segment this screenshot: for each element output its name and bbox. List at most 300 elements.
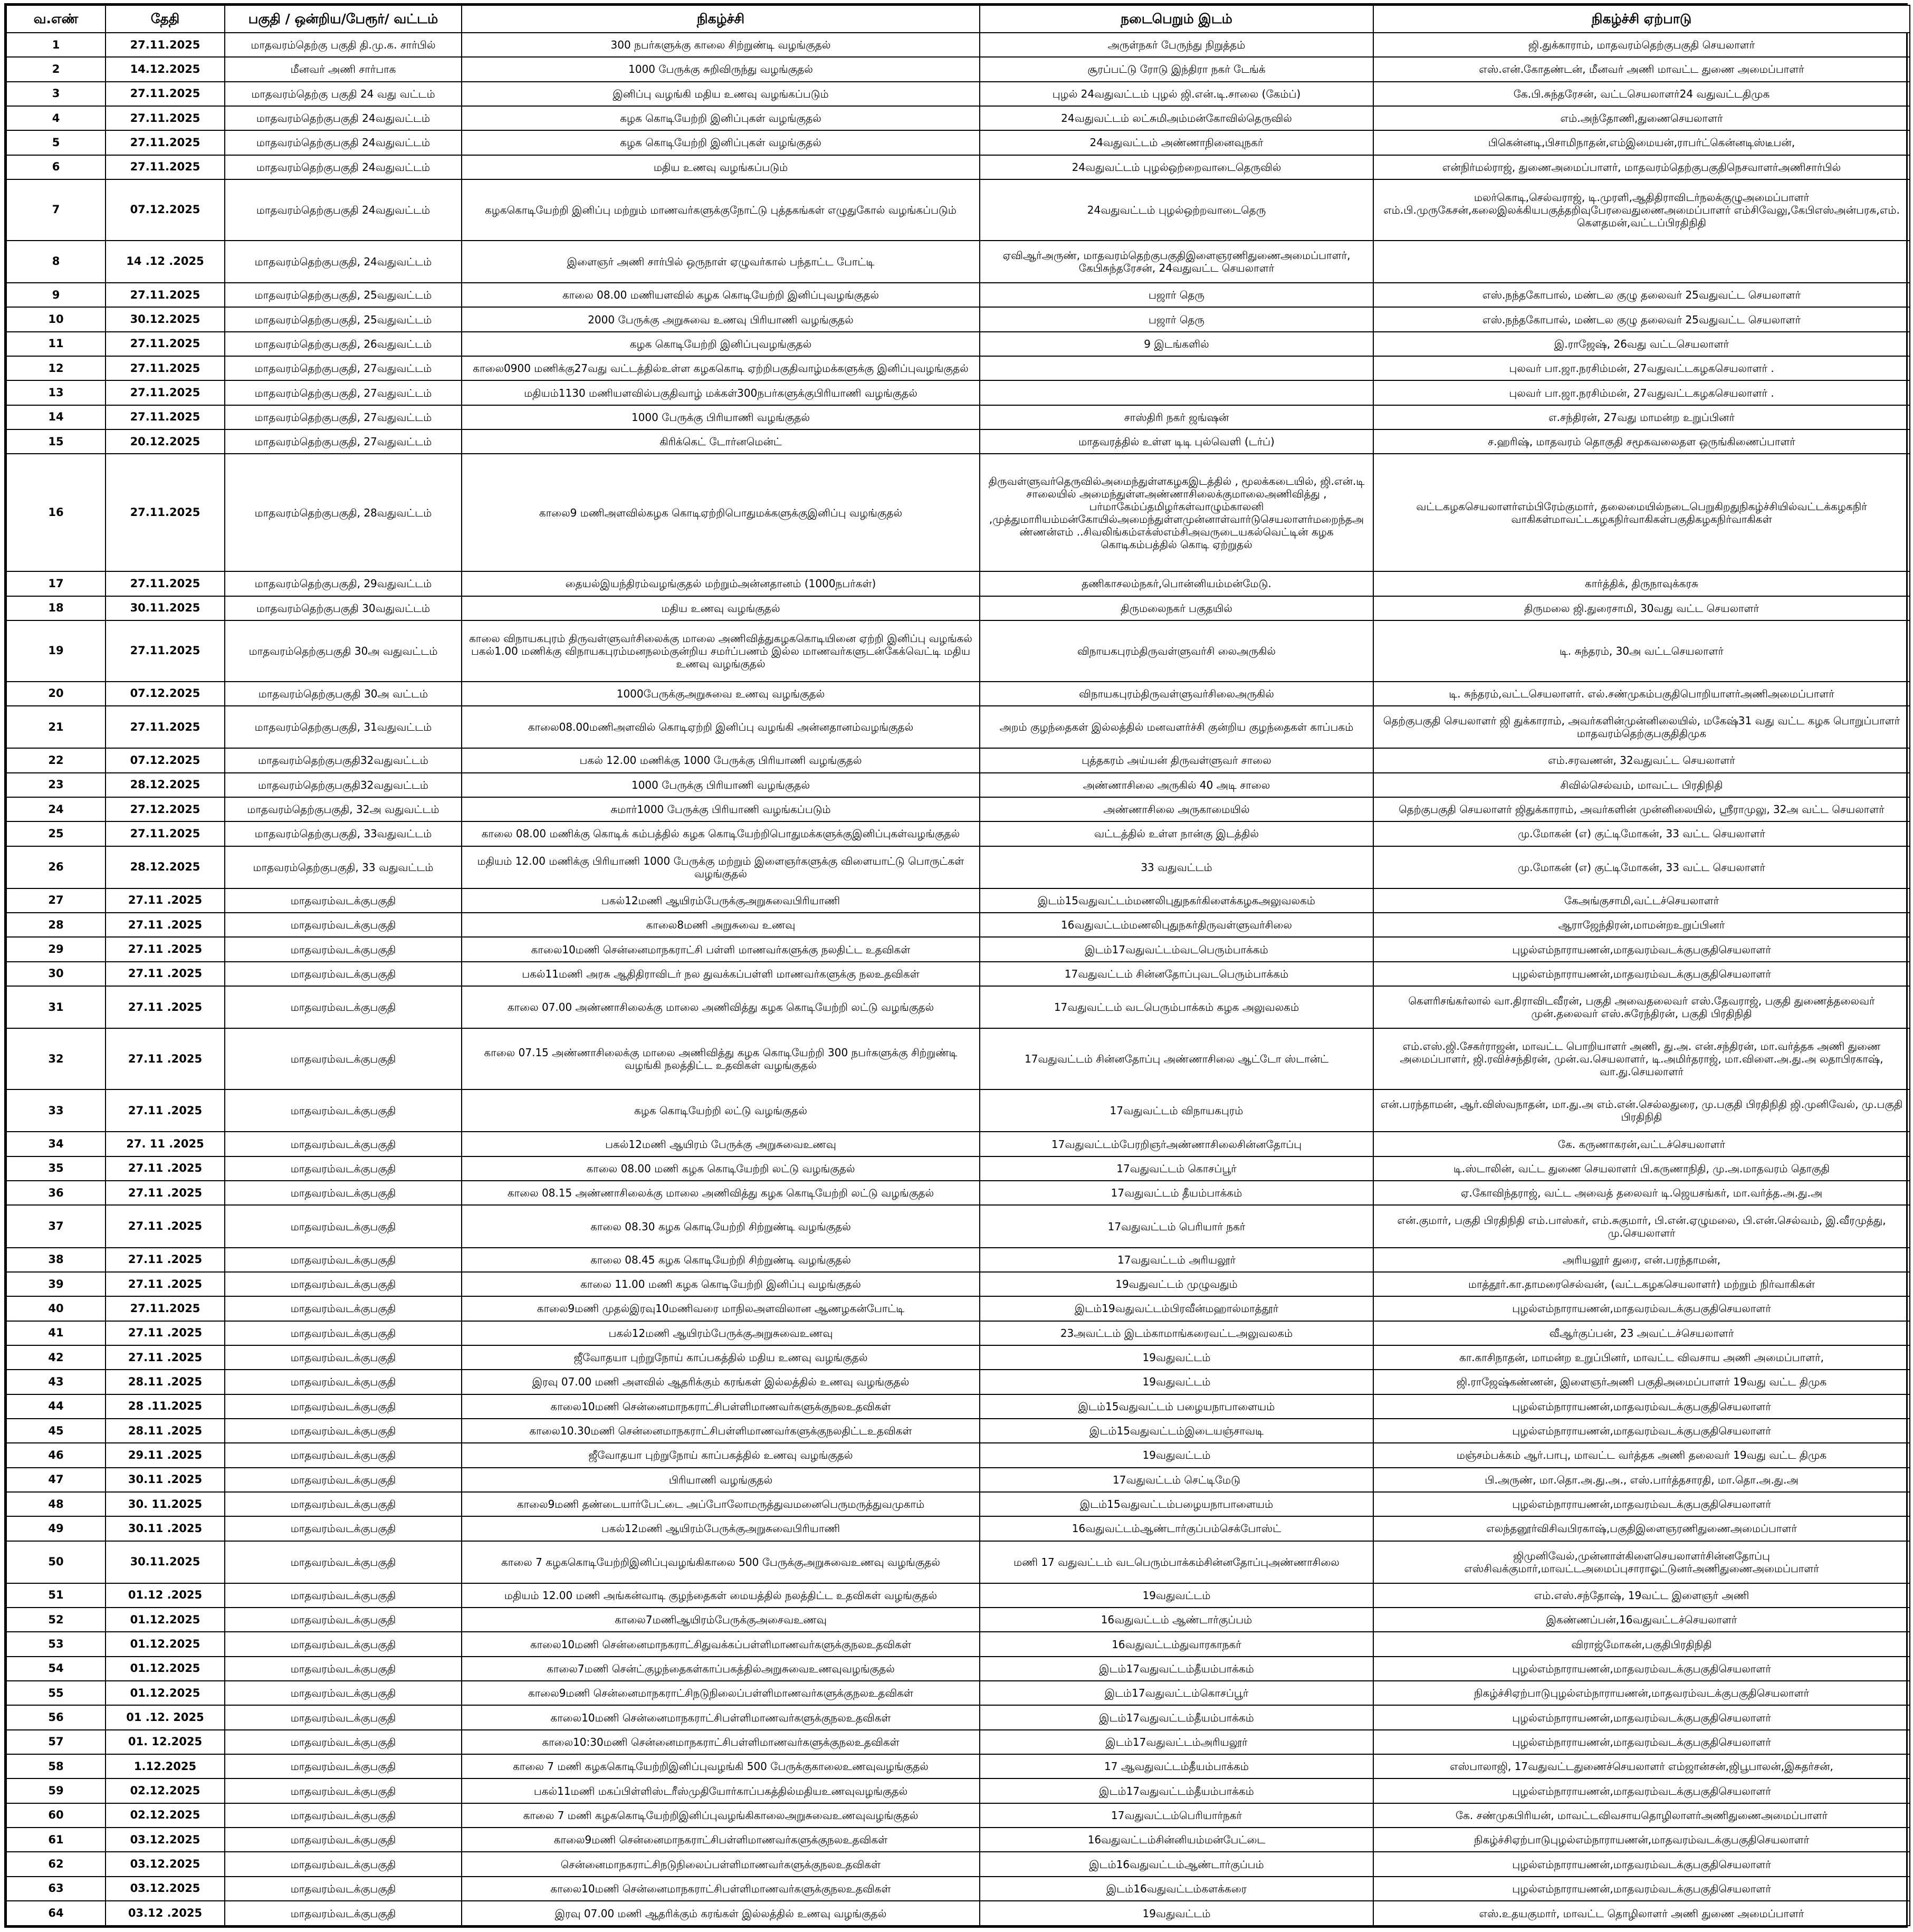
area-cell: மாதவரம்வடக்குபகுதி <box>225 1089 462 1132</box>
table-row <box>6 307 1910 331</box>
organizer-cell: பிகென்னடி,பிசாமிநாதன்,எம்இமையன்,ராபர்ட்கென்னடிஸ்டீபன், <box>1373 130 1910 155</box>
organizer-cell: அரியலூர் துரை, என்.பரந்தாமன், <box>1373 1248 1910 1272</box>
serial-no-cell: 8 <box>6 241 106 283</box>
area-cell: மாதவரம்வடக்குபகுதி <box>225 1730 462 1754</box>
event-cell: காலை9 மணிஅளவில்கழக கொடிஏற்றிபொதுமக்களுக்குஇனிப்பு வழங்குதல் <box>462 454 980 571</box>
date-cell: 02.12.2025 <box>106 1803 225 1828</box>
date-cell: 03.12.2025 <box>106 1852 225 1876</box>
date-cell: 07.12.2025 <box>106 179 225 241</box>
organizer-cell: எஸ்.உதயகுமார், மாவட்ட தொழிலாளர் அணி துணை அமைப்பாளர் <box>1373 1901 1910 1926</box>
serial-no-cell: 27 <box>6 888 106 913</box>
date-cell: 30.12.2025 <box>106 307 225 331</box>
date-cell: 07.12.2025 <box>106 682 225 706</box>
organizer-cell: இ.ராஜேஷ், 26வது வட்டசெயலாளர் <box>1373 332 1910 356</box>
date-cell: 27.12.2025 <box>106 797 225 821</box>
organizer-cell: கா.காசிநாதன், மாமன்ற உறுப்பினர், மாவட்ட விவசாய அணி அமைப்பாளர், <box>1373 1345 1910 1370</box>
event-cell: காலை10மணி சென்னைமாநகராட்சிபள்ளிமாணவர்களுக்குநலஉதவிகள் <box>462 1705 980 1729</box>
area-cell: மாதவரம்வடக்குபகுதி <box>225 1754 462 1778</box>
event-cell: காலை 7 கழககொடியேற்றிஇனிப்புவழங்கிகாலை 500 பேருக்குஅறுசுவைஉணவு வழங்குதல் <box>462 1541 980 1583</box>
event-cell: ஜீவோதயா புற்றுநோய் காப்பகத்தில் உணவு வழங்குதல் <box>462 1443 980 1467</box>
event-cell: காலை0900 மணிக்கு27வது வட்டத்தில்உள்ள கழககொடி ஏற்றிபகுதிவாழ்மக்களுக்கு இனிப்புவழங்குதல் <box>462 356 980 380</box>
event-cell: காலை 07.00 அண்ணாசிலைக்கு மாலை அணிவித்து கழக கொடியேற்றி லட்டு வழங்குதல் <box>462 986 980 1028</box>
event-cell: மதியம் 12.00 மணி அங்கன்வாடி குழந்தைகள் மையத்தில் நலத்திட்ட உதவிகள் வழங்குதல் <box>462 1583 980 1608</box>
organizer-cell: கார்த்திக், திருநாவுக்கரசு <box>1373 571 1910 596</box>
event-cell: காலை9மணி தண்டையார்பேட்டை அப்போலோமருத்துவமனைபெருமருத்துவமுகாம் <box>462 1492 980 1516</box>
table-row <box>6 380 1910 405</box>
area-cell: மாதவரம்வடக்குபகுதி <box>225 1608 462 1632</box>
table-row <box>6 1541 1910 1583</box>
date-cell: 27.11.2025 <box>106 283 225 307</box>
event-cell: இரவு 07.00 மணி அளவில் ஆதரிக்கும் கரங்கள் இல்லத்தில் உணவு வழங்குதல் <box>462 1370 980 1394</box>
area-cell: மாதவரம்வடக்குபகுதி <box>225 1803 462 1828</box>
table-row <box>6 155 1910 179</box>
date-cell: 01.12.2025 <box>106 1608 225 1632</box>
table-body <box>6 33 1910 1926</box>
date-cell: 27.11.2025 <box>106 405 225 429</box>
event-cell: மதிய உணவு வழங்கப்படும் <box>462 155 980 179</box>
venue-cell: 19வதுவட்டம் <box>980 1583 1373 1608</box>
serial-no-cell: 30 <box>6 962 106 986</box>
organizer-cell: என்.குமார், பகுதி பிரதிநிதி எம்.பாஸ்கர், எம்.சுகுமார், பி.என்.ஏழுமலை, பி.என்.செல்வம், இ.வீரமுத்து, மு.செயலாளர் <box>1373 1205 1910 1247</box>
event-cell: இனிப்பு வழங்கி மதிய உணவு வழங்கப்படும் <box>462 82 980 106</box>
venue-cell: இடம்15வதுவட்டம்இடையஞ்சாவடி <box>980 1419 1373 1443</box>
venue-cell: 24வதுவட்டம் அண்ணாநினைவுநகர் <box>980 130 1373 155</box>
area-cell: மாதவரம்வடக்குபகுதி <box>225 1132 462 1156</box>
date-cell: 03.12.2025 <box>106 1877 225 1901</box>
serial-no-cell: 60 <box>6 1803 106 1828</box>
event-cell: கழக கொடியேற்றி இனிப்புகள் வழங்குதல் <box>462 106 980 130</box>
header-organizer: நிகழ்ச்சி ஏற்பாடு <box>1373 5 1910 33</box>
serial-no-cell: 49 <box>6 1516 106 1541</box>
serial-no-cell: 35 <box>6 1156 106 1181</box>
table-row <box>6 1608 1910 1632</box>
serial-no-cell: 2 <box>6 57 106 81</box>
date-cell: 01.12.2025 <box>106 1657 225 1681</box>
organizer-cell: ஜிமுனிவேல்,முன்னாள்கிளைசெயலாளர்சின்னதோப்பு எஸ்சிவக்குமார்,மாவட்டஅமைப்புசாராஓட்டுனர்அணிதுணைஅமைப்பாளர் <box>1373 1541 1910 1583</box>
area-cell: மாதவரம்வடக்குபகுதி <box>225 1657 462 1681</box>
organizer-cell: எம்.அந்தோணி,துணைசெயலாளர் <box>1373 106 1910 130</box>
serial-no-cell: 41 <box>6 1321 106 1345</box>
date-cell: 07.12.2025 <box>106 748 225 772</box>
venue-cell: இடம்15வதுவட்டம்பழையநாபாளையம் <box>980 1492 1373 1516</box>
event-cell: காலை 7 மணி கழககொடியேற்றிஇனிப்புவழங்கிகாலைஅறுசுவைஉணவுவழங்குதல் <box>462 1803 980 1828</box>
venue-cell: 19வதுவட்டம் <box>980 1901 1373 1926</box>
venue-cell: 17வதுவட்டம்பெரியார்நகர் <box>980 1803 1373 1828</box>
organizer-cell: நிகழ்ச்சிஏற்பாடுபுழல்எம்நாராயணன்,மாதவரம்வடக்குபகுதிசெயலாளர் <box>1373 1828 1910 1852</box>
table-row <box>6 1778 1910 1803</box>
date-cell: 01.12.2025 <box>106 1632 225 1656</box>
venue-cell: பஜார் தெரு <box>980 283 1373 307</box>
organizer-cell: புழல்எம்நாராயணன்,மாதவரம்வடக்குபகுதிசெயலாளர் <box>1373 1419 1910 1443</box>
date-cell: 14.12.2025 <box>106 57 225 81</box>
area-cell: மாதவரம்தெற்குபகுதி 30அ வதுவட்டம் <box>225 620 462 682</box>
table-row <box>6 1272 1910 1296</box>
venue-cell: இடம்16வதுவட்டம்ஆண்டார்குப்பம் <box>980 1852 1373 1876</box>
organizer-cell: எம்.எஸ்.ஜி.சேகர்ராஜன், மாவட்ட பொறியாளர் அணி, து.அ. என்.சந்திரன், மா.வர்த்தக அணி துணை அமைப்பாளர், ஜி.ரவிச்சந்திரன், முன்.வ.செயலாளர், டி.அமிர்தராஜ், மா.விளை.அ.து.அ லதாபிரகாஷ், வா.து.செயலாளர் <box>1373 1028 1910 1089</box>
table-row <box>6 1730 1910 1754</box>
serial-no-cell: 7 <box>6 179 106 241</box>
events-table <box>6 5 1910 1926</box>
area-cell: மாதவரம்வடக்குபகுதி <box>225 1492 462 1516</box>
serial-no-cell: 61 <box>6 1828 106 1852</box>
venue-cell: இடம்17வதுவட்டம்தீயம்பாக்கம் <box>980 1705 1373 1729</box>
organizer-cell: புழல்எம்நாராயணன்,மாதவரம்வடக்குபகுதிசெயலாளர் <box>1373 1778 1910 1803</box>
serial-no-cell: 5 <box>6 130 106 155</box>
area-cell: மாதவரம்தெற்குபகுதி, 31வதுவட்டம் <box>225 706 462 748</box>
event-cell: கழக கொடியேற்றி லட்டு வழங்குதல் <box>462 1089 980 1132</box>
organizer-cell: மு.மோகன் (எ) குட்டிமோகன், 33 வட்ட செயலாளர் <box>1373 821 1910 846</box>
serial-no-cell: 24 <box>6 797 106 821</box>
serial-no-cell: 20 <box>6 682 106 706</box>
organizer-cell: வட்டகழகசெயலாளர்எம்பிரேம்குமார், தலைமையில்நடைபெறுகிறதுநிகழ்ச்சியில்வட்டக்கழகநிர் வாகிகள்மாவட்டகழகநிர்வாகிகள்பகுதிகழகநிர்வாகிகள் <box>1373 454 1910 571</box>
organizer-cell: வீஆர்குப்பன், 23 அவட்டச்செயலாளர் <box>1373 1321 1910 1345</box>
date-cell: 30.11.2025 <box>106 1541 225 1583</box>
area-cell: மாதவரம்தெற்குபகுதி, 33வதுவட்டம் <box>225 821 462 846</box>
venue-cell: விநாயகபுரம்திருவள்ளுவர்சிலைஅருகில் <box>980 682 1373 706</box>
table-row <box>6 1370 1910 1394</box>
serial-no-cell: 23 <box>6 773 106 797</box>
venue-cell: திருவள்ளுவர்தெருவில்அமைந்துள்ளகழகஇடத்தில் , மூலக்கடையில், ஜி.என்.டி சாலையில் அமைந்துள்ளஅண்ணாசிலைக்குமாலைஅணிவித்து , பர்மாகேம்ப்தமிழர்கள்வாழும்காலனி ,முத்துமாரியம்மன்கோயில்அமைந்துள்ளமுன்னாள்வார்டுசெயலாளர்மறைந்தஅண்ணன்எம் ..சிவலிங்கம்எக்ஸ்எம்சிஅவருடையகல்வெட்டின் கழக கொடிகம்பத்தில் கொடி ஏற்றுதல் <box>980 454 1373 571</box>
table-row <box>6 1681 1910 1705</box>
table-row <box>6 846 1910 888</box>
table-row <box>6 1394 1910 1419</box>
area-cell: மாதவரம்வடக்குபகுதி <box>225 1541 462 1583</box>
date-cell: 27.11 .2025 <box>106 1089 225 1132</box>
table-row <box>6 748 1910 772</box>
area-cell: மாதவரம்வடக்குபகுதி <box>225 1516 462 1541</box>
serial-no-cell: 25 <box>6 821 106 846</box>
serial-no-cell: 40 <box>6 1296 106 1321</box>
table-row <box>6 1828 1910 1852</box>
area-cell: மாதவரம்வடக்குபகுதி <box>225 1345 462 1370</box>
event-cell: மதியம் 12.00 மணிக்கு பிரியாணி 1000 பேருக்கு மற்றும் இளைஞர்களுக்கு விளையாட்டு பொருட்கள் வழங்குதல் <box>462 846 980 888</box>
venue-cell: 17வதுவட்டம் பெரியார் நகர் <box>980 1205 1373 1247</box>
table-row <box>6 1877 1910 1901</box>
event-cell: மதிய உணவு வழங்குதல் <box>462 596 980 620</box>
organizer-cell: புழல்எம்நாராயணன்,மாதவரம்வடக்குபகுதிசெயலாளர் <box>1373 1394 1910 1419</box>
events-table-container <box>4 3 1908 1928</box>
venue-cell: 19வதுவட்டம் <box>980 1345 1373 1370</box>
event-cell: காலை விநாயகபுரம் திருவள்ளுவர்சிலைக்கு மாலை அணிவித்துகழககொடியினை ஏற்றி இனிப்பு வழங்கல் பகல்1.00 மணிக்கு விநாயகபுரம்மனநலம்குன்றிய சமர்ப்பணம் இல்ல மாணவர்களுடன்கேக்வெட்டி மதிய உணவு வழங்குதல் <box>462 620 980 682</box>
area-cell: மாதவரம்வடக்குபகுதி <box>225 1370 462 1394</box>
table-row <box>6 1248 1910 1272</box>
area-cell: மாதவரம்வடக்குபகுதி <box>225 1583 462 1608</box>
date-cell: 28.11 .2025 <box>106 1419 225 1443</box>
serial-no-cell: 6 <box>6 155 106 179</box>
table-row <box>6 1089 1910 1132</box>
serial-no-cell: 29 <box>6 937 106 961</box>
organizer-cell: சிவில்செல்வம், மாவட்ட பிரதிநிதி <box>1373 773 1910 797</box>
serial-no-cell: 52 <box>6 1608 106 1632</box>
area-cell: மாதவரம்வடக்குபகுதி <box>225 1681 462 1705</box>
area-cell: மாதவரம்தெற்குபகுதி 30வதுவட்டம் <box>225 596 462 620</box>
event-cell: சென்னைமாநகராட்சிநடுநிலைப்பள்ளிமாணவர்களுக்குநலஉதவிகள் <box>462 1852 980 1876</box>
area-cell: மாதவரம்தெற்கு பகுதி தி.மு.க. சார்பில் <box>225 33 462 57</box>
organizer-cell: திருமலை ஜி.துரைசாமி, 30வது வட்ட செயலாளர் <box>1373 596 1910 620</box>
header-venue: நடைபெறும் இடம் <box>980 5 1373 33</box>
event-cell: பகல்11மணி அரசு ஆதிதிராவிடர் நல துவக்கப்பள்ளி மாணவர்களுக்கு நலஉதவிகள் <box>462 962 980 986</box>
venue-cell: மணி 17 வதுவட்டம் வடபெரும்பாக்கம்சின்னதோப்புஅண்ணாசிலை <box>980 1541 1373 1583</box>
organizer-cell: டி.ஸ்டாலின், வட்ட துணை செயலாளர் பி.கருணாநிதி, மு.அ.மாதவரம் தொகுதி <box>1373 1156 1910 1181</box>
area-cell: மாதவரம்தெற்குபகுதி, 27வதுவட்டம் <box>225 405 462 429</box>
venue-cell: 17வதுவட்டம் அரியலூர் <box>980 1248 1373 1272</box>
table-row <box>6 283 1910 307</box>
area-cell: மாதவரம்வடக்குபகுதி <box>225 1468 462 1492</box>
venue-cell: 17வதுவட்டம் விநாயகபுரம் <box>980 1089 1373 1132</box>
area-cell: மாதவரம்வடக்குபகுதி <box>225 962 462 986</box>
area-cell: மாதவரம்தெற்குபகுதி, 27வதுவட்டம் <box>225 429 462 454</box>
area-cell: மாதவரம்தெற்குபகுதி 24வதுவட்டம் <box>225 130 462 155</box>
table-row <box>6 821 1910 846</box>
event-cell: தையல்இயந்திரம்வழங்குதல் மற்றும்அன்னதானம் (1000நபர்கள்) <box>462 571 980 596</box>
area-cell: மாதவரம்வடக்குபகுதி <box>225 1443 462 1467</box>
event-cell: காலை9மணி சென்னைமாநகராட்சிபள்ளிமாணவர்களுக்குநலஉதவிகள் <box>462 1828 980 1852</box>
date-cell: 27.11.2025 <box>106 130 225 155</box>
area-cell: மாதவரம்வடக்குபகுதி <box>225 1632 462 1656</box>
area-cell: மாதவரம்வடக்குபகுதி <box>225 1705 462 1729</box>
venue-cell: திருமலைநகர் பகுதயில் <box>980 596 1373 620</box>
event-cell: 300 நபர்களுக்கு காலை சிற்றுண்டி வழங்குதல் <box>462 33 980 57</box>
serial-no-cell: 10 <box>6 307 106 331</box>
venue-cell: 33 வதுவட்டம் <box>980 846 1373 888</box>
serial-no-cell: 11 <box>6 332 106 356</box>
venue-cell: 24வதுவட்டம் லட்சுமிஅம்மன்கோவில்தெருவில் <box>980 106 1373 130</box>
date-cell: 27.11 .2025 <box>106 1205 225 1247</box>
serial-no-cell: 31 <box>6 986 106 1028</box>
serial-no-cell: 1 <box>6 33 106 57</box>
event-cell: காலை10:30மணி சென்னைமாநகராட்சிபள்ளிமாணவர்களுக்குநலஉதவிகள் <box>462 1730 980 1754</box>
date-cell: 27.11 .2025 <box>106 1028 225 1089</box>
organizer-cell: புழல்எம்நாராயணன்,மாதவரம்வடக்குபகுதிசெயலாளர் <box>1373 1296 1910 1321</box>
date-cell: 27.11 .2025 <box>106 913 225 937</box>
area-cell: மாதவரம்வடக்குபகுதி <box>225 1828 462 1852</box>
area-cell: மாதவரம்வடக்குபகுதி <box>225 913 462 937</box>
table-row <box>6 1632 1910 1656</box>
table-row <box>6 1181 1910 1205</box>
event-cell: கழக கொடியேற்றி இனிப்புவழங்குதல் <box>462 332 980 356</box>
date-cell: 27.11 .2025 <box>106 986 225 1028</box>
event-cell: பகல்12மணி ஆயிரம்பேருக்குஅறுசுவைபிரியாணி <box>462 1516 980 1541</box>
event-cell: காலை 07.15 அண்ணாசிலைக்கு மாலை அணிவித்து கழக கொடியேற்றி 300 நபர்களுக்கு சிற்றுண்டி வழங்கி நலத்திட்ட உதவிகள் வழங்குதல் <box>462 1028 980 1089</box>
table-row <box>6 429 1910 454</box>
area-cell: மாதவரம்வடக்குபகுதி <box>225 1156 462 1181</box>
organizer-cell: புழல்எம்நாராயணன்,மாதவரம்வடக்குபகுதிசெயலாளர் <box>1373 937 1910 961</box>
table-row <box>6 773 1910 797</box>
serial-no-cell: 38 <box>6 1248 106 1272</box>
organizer-cell: புழல்எம்நாராயணன்,மாதவரம்வடக்குபகுதிசெயலாளர் <box>1373 1877 1910 1901</box>
venue-cell: 17வதுவட்டம்பேரறிஞர்அண்ணாசிலைசின்னதோப்பு <box>980 1132 1373 1156</box>
area-cell: மாதவரம்தெற்குபகுதி, 25வதுவட்டம் <box>225 283 462 307</box>
area-cell: மாதவரம்வடக்குபகுதி <box>225 1321 462 1345</box>
organizer-cell: கே. கருணாகரன்,வட்டச்செயலாளர் <box>1373 1132 1910 1156</box>
venue-cell: இடம்17வதுவட்டம்கொசப்பூர் <box>980 1681 1373 1705</box>
serial-no-cell: 12 <box>6 356 106 380</box>
venue-cell: சாஸ்திரி நகர் ஜங்ஷன் <box>980 405 1373 429</box>
organizer-cell: எஸ்.நந்தகோபால், மண்டல குழு தலைவர் 25வதுவட்ட செயலாளர் <box>1373 283 1910 307</box>
table-row <box>6 1205 1910 1247</box>
serial-no-cell: 50 <box>6 1541 106 1583</box>
event-cell: கிரிக்கெட் டோர்னமென்ட் <box>462 429 980 454</box>
area-cell: மாதவரம்வடக்குபகுதி <box>225 888 462 913</box>
table-row <box>6 913 1910 937</box>
event-cell: 1000பேருக்குஅறுசுவை உணவு வழங்குதல் <box>462 682 980 706</box>
event-cell: காலை9மணி முதல்இரவு10மணிவரை மாநிலஅளவிலான ஆணழகன்போட்டி <box>462 1296 980 1321</box>
date-cell: 27.11.2025 <box>106 356 225 380</box>
table-row <box>6 33 1910 57</box>
event-cell: காலை 7 மணி கழககொடியேற்றிஇனிப்புவழங்கி 500 பேருக்குகாலைஉணவுவழங்குதல் <box>462 1754 980 1778</box>
organizer-cell: எ.சந்திரன், 27வது மாமன்ற உறுப்பினர் <box>1373 405 1910 429</box>
venue-cell: இடம்15வதுவட்டம்மணலிபுதுநகர்கிளைக்கழகஅலுவலகம் <box>980 888 1373 913</box>
venue-cell: 19வதுவட்டம் முழுவதும் <box>980 1272 1373 1296</box>
venue-cell: புழல் 24வதுவட்டம் புழல் ஜி.என்.டி.சாலை (கேம்ப்) <box>980 82 1373 106</box>
venue-cell: இடம்17வதுவட்டம்அரியலூர் <box>980 1730 1373 1754</box>
date-cell: 27.11.2025 <box>106 82 225 106</box>
serial-no-cell: 64 <box>6 1901 106 1926</box>
organizer-cell: புழல்எம்நாராயணன்,மாதவரம்வடக்குபகுதிசெயலாளர் <box>1373 1852 1910 1876</box>
area-cell: மாதவரம்தெற்குபகுதி, 33 வதுவட்டம் <box>225 846 462 888</box>
event-cell: காலை 08.30 கழக கொடியேற்றி சிற்றுண்டி வழங்குதல் <box>462 1205 980 1247</box>
venue-cell: அண்ணாசிலை அருகில் 40 அடி சாலை <box>980 773 1373 797</box>
serial-no-cell: 62 <box>6 1852 106 1876</box>
area-cell: மாதவரம்வடக்குபகுதி <box>225 1248 462 1272</box>
venue-cell: 17வதுவட்டம் கொசப்பூர் <box>980 1156 1373 1181</box>
venue-cell: பஜார் தெரு <box>980 307 1373 331</box>
table-row <box>6 1132 1910 1156</box>
table-row <box>6 1705 1910 1729</box>
table-row <box>6 1754 1910 1778</box>
date-cell: 28.12.2025 <box>106 846 225 888</box>
venue-cell: 19வதுவட்டம் <box>980 1370 1373 1394</box>
event-cell: பகல்12மணி ஆயிரம்பேருக்குஅறுசுவைபிரியாணி <box>462 888 980 913</box>
event-cell: சுமார்1000 பேருக்கு பிரியாணி வழங்கப்படும் <box>462 797 980 821</box>
event-cell: மதியம்1130 மணியளவில்பகுதிவாழ் மக்கள்300நபர்களுக்குபிரியாணி வழங்குதல் <box>462 380 980 405</box>
venue-cell: அண்ணாசிலை அருகாமையில் <box>980 797 1373 821</box>
serial-no-cell: 9 <box>6 283 106 307</box>
area-cell: மாதவரம்வடக்குபகுதி <box>225 986 462 1028</box>
serial-no-cell: 21 <box>6 706 106 748</box>
table-row <box>6 82 1910 106</box>
date-cell: 27.11.2025 <box>106 571 225 596</box>
serial-no-cell: 47 <box>6 1468 106 1492</box>
event-cell: காலை 08.45 கழக கொடியேற்றி சிற்றுண்டி வழங்குதல் <box>462 1248 980 1272</box>
organizer-cell: மு.மோகன் (எ) குட்டிமோகன், 33 வட்ட செயலாளர் <box>1373 846 1910 888</box>
organizer-cell: தெற்குபகுதி செயலாளர் ஜி துக்காராம், அவர்களின்முன்னிலையில், மகேஷ்31 வது வட்ட கழக பொறுப்பாளர் மாதவரம்தெற்குபகுதிதிமுக <box>1373 706 1910 748</box>
serial-no-cell: 59 <box>6 1778 106 1803</box>
date-cell: 01.12 .2025 <box>106 1583 225 1608</box>
event-cell: பகல்11மணி மகப்பிள்ளிஸ்டரீஸ்முதியோர்காப்பகத்தில்மதியஉணவுவழங்குதல் <box>462 1778 980 1803</box>
table-row <box>6 1296 1910 1321</box>
serial-no-cell: 57 <box>6 1730 106 1754</box>
area-cell: மாதவரம்வடக்குபகுதி <box>225 1778 462 1803</box>
serial-no-cell: 42 <box>6 1345 106 1370</box>
table-row <box>6 454 1910 571</box>
table-row <box>6 682 1910 706</box>
date-cell: 03.12.2025 <box>106 1828 225 1852</box>
table-row <box>6 1156 1910 1181</box>
date-cell: 01. 12.2025 <box>106 1730 225 1754</box>
serial-no-cell: 15 <box>6 429 106 454</box>
organizer-cell: டி. சுந்தரம், 30அ வட்டசெயலாளர் <box>1373 620 1910 682</box>
venue-cell: 16வதுவட்டம்மணலிபுதுநகர்திருவள்ளுவர்சிலை <box>980 913 1373 937</box>
organizer-cell: கே. சண்முகபிரியன், மாவட்டவிவசாயதொழிலாளர்அணிதுணைஅமைப்பாளர் <box>1373 1803 1910 1828</box>
serial-no-cell: 63 <box>6 1877 106 1901</box>
venue-cell: இடம்16வதுவட்டம்களக்கரை <box>980 1877 1373 1901</box>
organizer-cell: கௌரிசங்கர்லால் வா.திராவிடவீரன், பகுதி அவைதலைவர் எஸ்.தேவராஜ், பகுதி துணைத்தலைவர் முன்.தலைவர் எஸ்.சுரேந்திரன், பகுதி பிரதிநிதி <box>1373 986 1910 1028</box>
event-cell: 1000 பேருக்கு பிரியாணி வழங்குதல் <box>462 773 980 797</box>
date-cell: 01 .12. 2025 <box>106 1705 225 1729</box>
table-row <box>6 1321 1910 1345</box>
area-cell: மீனவர் அணி சார்பாக <box>225 57 462 81</box>
organizer-cell: கே.பி.சுந்தரேசன், வட்டசெயலாளர்24 வதுவட்டதிமுக <box>1373 82 1910 106</box>
area-cell: மாதவரம்தெற்குபகுதி, 32அ வதுவட்டம் <box>225 797 462 821</box>
table-row <box>6 1657 1910 1681</box>
table-row <box>6 620 1910 682</box>
venue-cell: 17வதுவட்டம் தீயம்பாக்கம் <box>980 1181 1373 1205</box>
date-cell: 20.12.2025 <box>106 429 225 454</box>
table-header-row <box>6 5 1910 33</box>
event-cell: பகல்12மணி ஆயிரம்பேருக்குஅறுசுவைஉணவு <box>462 1321 980 1345</box>
venue-cell: 19வதுவட்டம் <box>980 1443 1373 1467</box>
organizer-cell: இகண்ணப்பன்,16வதுவட்டச்செயலாளர் <box>1373 1608 1910 1632</box>
table-row <box>6 179 1910 241</box>
organizer-cell: என்நிர்மல்ராஜ், துணைஅமைப்பாளர், மாதவரம்தெற்குபகுதிநெசவாளர்அணிசார்பில் <box>1373 155 1910 179</box>
organizer-cell: எம்.எஸ்.சந்தோஷ், 19வட்ட இளைஞர் அணி <box>1373 1583 1910 1608</box>
event-cell: ஜீவோதயா புற்றுநோய் காப்பகத்தில் மதிய உணவு வழங்குதல் <box>462 1345 980 1370</box>
area-cell: மாதவரம்தெற்குபகுதி, 29வதுவட்டம் <box>225 571 462 596</box>
date-cell: 30.11 .2025 <box>106 1468 225 1492</box>
event-cell: கழககொடியேற்றி இனிப்பு மற்றும் மாணவர்களுக்குநோட்டு புத்தகங்கள் எழுதுகோல் வழங்கப்படும் <box>462 179 980 241</box>
event-cell: காலை 08.00 மணி கழக கொடியேற்றி லட்டு வழங்குதல் <box>462 1156 980 1181</box>
table-row <box>6 356 1910 380</box>
serial-no-cell: 14 <box>6 405 106 429</box>
organizer-cell: எஸ்.என்.கோதண்டன், மீனவர் அணி மாவட்ட துணை அமைப்பாளர் <box>1373 57 1910 81</box>
header-serial-no: வ.எண் <box>6 5 106 33</box>
venue-cell: 17வதுவட்டம் சின்னதோப்பு அண்ணாசிலை ஆட்டோ ஸ்டான்ட் <box>980 1028 1373 1089</box>
venue-cell: 24வதுவட்டம் புழல்ஒற்றவாடைதெரு <box>980 179 1373 241</box>
serial-no-cell: 26 <box>6 846 106 888</box>
event-cell: காலை7மணி சென்ட்குழந்தைகள்காப்பகத்தில்அறுசுவைஉணவுவழங்குதல் <box>462 1657 980 1681</box>
date-cell: 29.11 .2025 <box>106 1443 225 1467</box>
table-row <box>6 986 1910 1028</box>
event-cell: பகல்12மணி ஆயிரம் பேருக்கு அறுசுவைஉணவு <box>462 1132 980 1156</box>
venue-cell <box>980 356 1373 380</box>
area-cell: மாதவரம்வடக்குபகுதி <box>225 1181 462 1205</box>
event-cell: காலை 08.00 மணியளவில் கழக கொடியேற்றி இனிப்புவழங்குதல் <box>462 283 980 307</box>
event-cell: இளைஞர் அணி சார்பில் ஒருநாள் ஏழுவர்கால் பந்தாட்ட போட்டி <box>462 241 980 283</box>
organizer-cell: மலர்கொடி,செல்வராஜ், டி.முரளி,ஆதிதிராவிடர்நலக்குழுஅமைப்பாளர் எம்.பி.முருகேசன்,கலைஇலக்கியபகுத்தறிவுபேரவைதுணைஅமைப்பாளர் எம்சிவேலு,கேபிஎஸ்அன்பரசு,எம். கௌதமன்,வட்டப்பிரதிநிதி <box>1373 179 1910 241</box>
serial-no-cell: 37 <box>6 1205 106 1247</box>
date-cell: 28 .11.2025 <box>106 1394 225 1419</box>
table-row <box>6 332 1910 356</box>
organizer-cell: ஜி.துக்காராம், மாதவரம்தெற்குபகுதி செயலாளர் <box>1373 33 1910 57</box>
table-row <box>6 1901 1910 1926</box>
organizer-cell: எஸ்.நந்தகோபால், மண்டல குழு தலைவர் 25வதுவட்ட செயலாளர் <box>1373 307 1910 331</box>
event-cell: கழக கொடியேற்றி இனிப்புகள் வழங்குதல் <box>462 130 980 155</box>
event-cell: பகல் 12.00 மணிக்கு 1000 பேருக்கு பிரியாணி வழங்குதல் <box>462 748 980 772</box>
event-cell: பிரியாணி வழங்குதல் <box>462 1468 980 1492</box>
date-cell: 27.11 .2025 <box>106 1272 225 1296</box>
area-cell: மாதவரம்தெற்குபகுதி, 27வதுவட்டம் <box>225 356 462 380</box>
serial-no-cell: 3 <box>6 82 106 106</box>
date-cell: 30.11.2025 <box>106 596 225 620</box>
table-row <box>6 1028 1910 1089</box>
serial-no-cell: 43 <box>6 1370 106 1394</box>
organizer-cell: ஜி.ராஜேஷ்கண்ணன், இளைஞர்அணி பகுதிஅமைப்பாளர் 19வது வட்ட திமுக <box>1373 1370 1910 1394</box>
serial-no-cell: 17 <box>6 571 106 596</box>
date-cell: 27.11 .2025 <box>106 937 225 961</box>
organizer-cell: மாத்தூர்.கா.தாமரைசெல்வன், (வட்டகழகசெயலாளர்) மற்றும் நிர்வாகிகள் <box>1373 1272 1910 1296</box>
serial-no-cell: 58 <box>6 1754 106 1778</box>
